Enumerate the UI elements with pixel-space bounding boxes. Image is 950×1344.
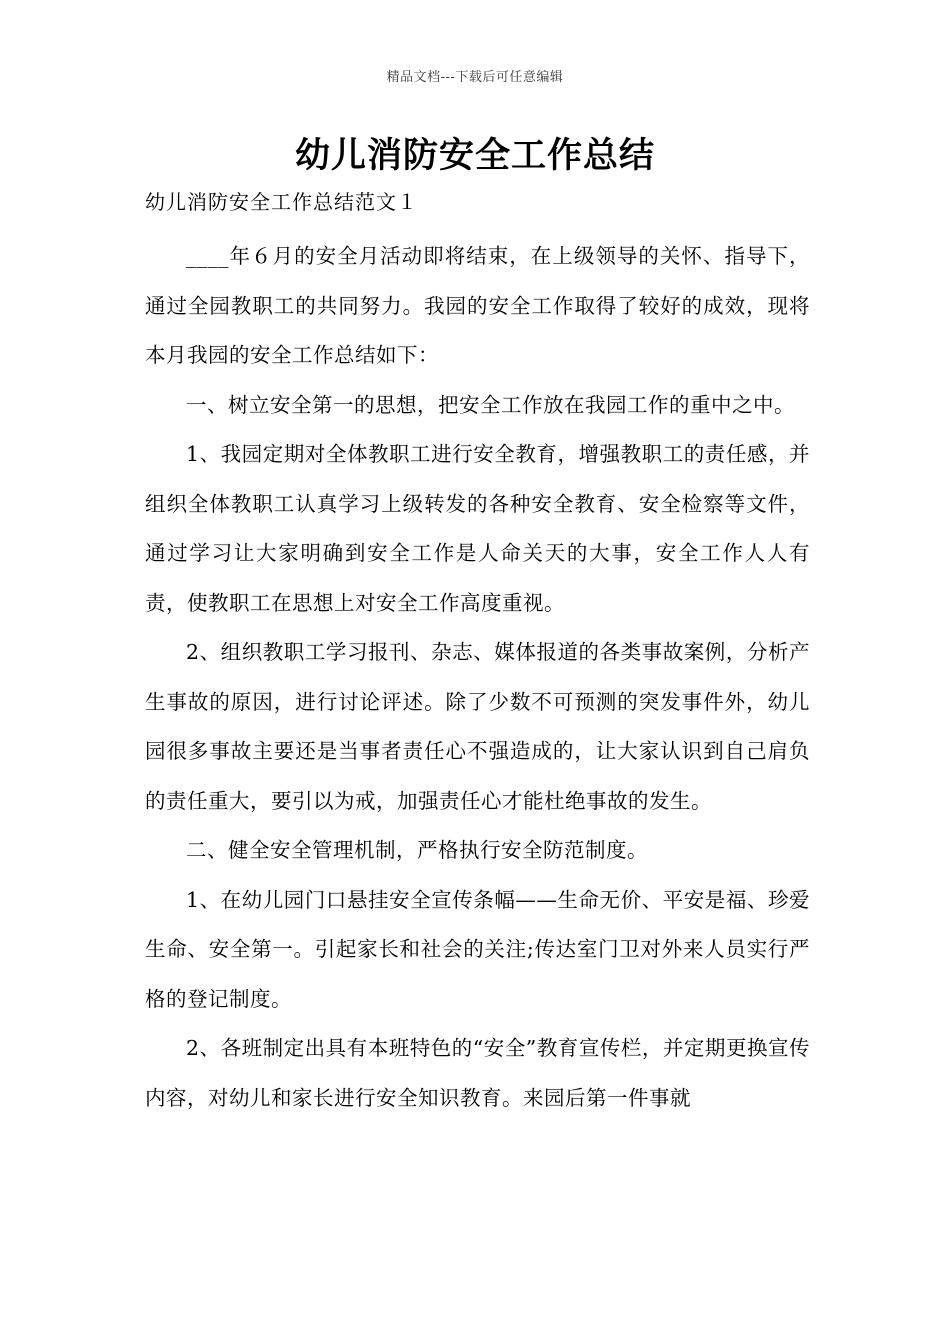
header-note: 精品文档---下载后可任意编辑 [386, 70, 564, 85]
paragraph: 2、组织教职工学习报刊、杂志、媒体报道的各类事故案例，分析产生事故的原因，进行讨论评述。除了少数不可预测的突发事件外，幼儿园很多事故主要还是当事者责任心不强造成的，让大家认识到自己肩负的责任重大，要引以为戒，加强责任心才能杜绝事故的发生。 [145, 640, 810, 813]
paragraph: 1、在幼儿园门口悬挂安全宣传条幅——生命无价、平安是福、珍爱生命、安全第一。引起家长和社会的关注;传达室门卫对外来人员实行严格的登记制度。 [145, 887, 810, 1011]
paragraph: 一、树立安全第一的思想，把安全工作放在我园工作的重中之中。 [186, 392, 795, 417]
document-subtitle: 幼儿消防安全工作总结范文１ [145, 190, 418, 214]
document-body [145, 232, 810, 1123]
document-title: 幼儿消防安全工作总结 [294, 136, 655, 176]
paragraph: ____年６月的安全月活动即将结束，在上级领导的关怀、指导下，通过全园教职工的共同努力。我园的安全工作取得了较好的成效，现将本月我园的安全工作总结如下： [145, 244, 810, 367]
paragraph: 1、我园定期对全体教职工进行安全教育，增强教职工的责任感，并组织全体教职工认真学习上级转发的各种安全教育、安全检察等文件，通过学习让大家明确到安全工作是人命关天的大事，安全工作人人有责，使教职工在思想上对安全工作高度重视。 [145, 442, 810, 615]
paragraph: 2、各班制定出具有本班特色的“安全”教育宣传栏，并定期更换宣传内容，对幼儿和家长进行安全知识教育。来园后第一件事就 [145, 1036, 810, 1110]
paragraph: 二、健全安全管理机制，严格执行安全防范制度。 [186, 838, 648, 862]
